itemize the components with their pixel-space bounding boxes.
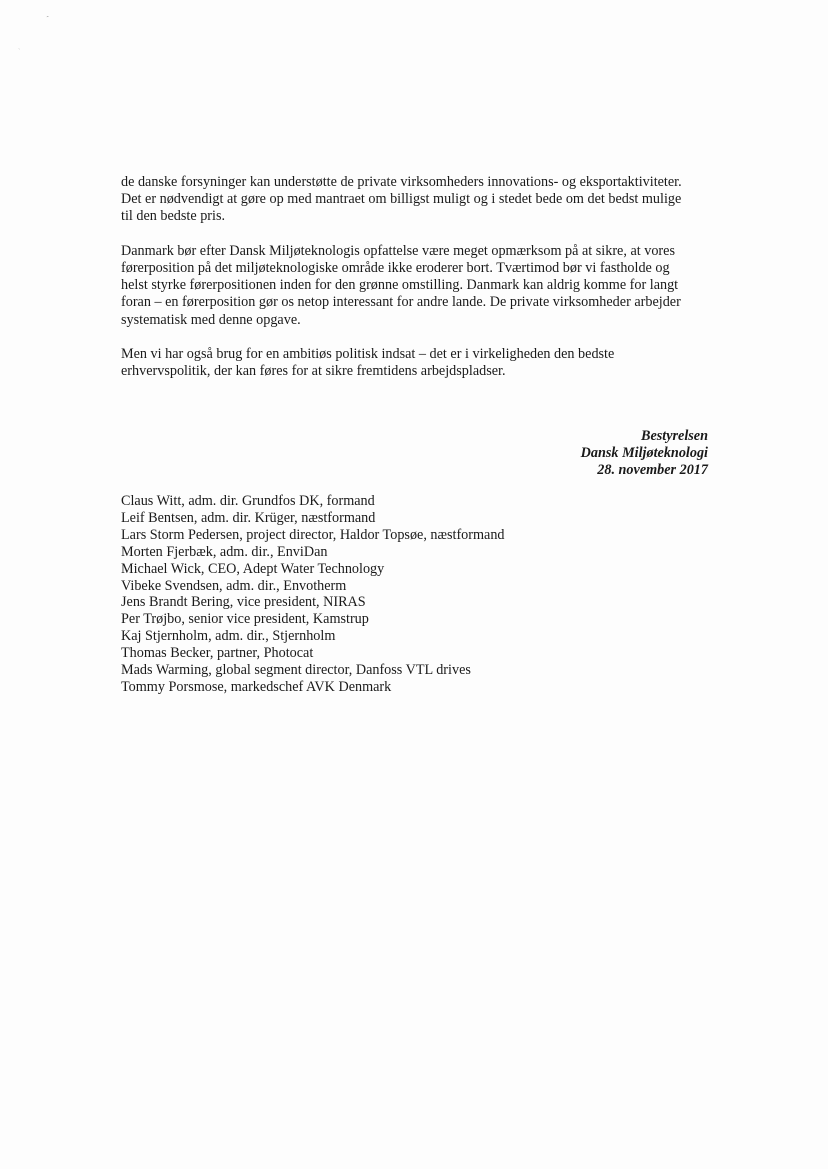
list-item: Tommy Porsmose, markedschef AVK Denmark — [121, 678, 392, 695]
list-item: Claus Witt, adm. dir. Grundfos DK, formand — [121, 493, 375, 509]
list-item: Vibeke Svendsen, adm. dir., Envotherm — [121, 577, 347, 594]
signature-organization: Dansk Miljøteknologi — [580, 445, 708, 462]
paragraph — [121, 174, 711, 226]
list-item: Leif Bentsen, adm. dir. Krüger, næstformand — [121, 509, 376, 526]
text-line: erhvervspolitik, der kan føres for at sikre fremtidens arbejdspladser. — [121, 363, 506, 380]
text-line: foran – en førerposition gør os netop interessant for andre lande. De private virksomheder arbejder — [121, 294, 681, 311]
signature-date: 28. november 2017 — [597, 462, 708, 479]
list-item: Jens Brandt Bering, vice president, NIRAS — [121, 594, 366, 611]
text-line: Det er nødvendigt at gøre op med mantraet om billigst muligt og i stedet bede om det bedst mulige — [121, 191, 682, 208]
paragraph — [121, 243, 711, 329]
list-item: Mads Warming, global segment director, Danfoss VTL drives — [121, 662, 471, 679]
text-line: til den bedste pris. — [121, 208, 226, 225]
letter-body — [121, 174, 711, 398]
list-item: Lars Storm Pedersen, project director, Haldor Topsøe, næstformand — [121, 526, 505, 543]
list-item: Thomas Becker, partner, Photocat — [121, 645, 314, 662]
paragraph — [121, 346, 711, 380]
signature-block — [581, 428, 708, 480]
list-item: Morten Fjerbæk, adm. dir., EnviDan — [121, 543, 328, 560]
list-item: Michael Wick, CEO, Adept Water Technology — [121, 560, 385, 577]
text-line: de danske forsyninger kan understøtte de private virksomheders innovations- og eksportaktiviteter. — [121, 174, 682, 190]
list-item: Per Trøjbo, senior vice president, Kamstrup — [121, 611, 369, 628]
text-line: Danmark bør efter Dansk Miljøteknologis opfattelse være meget opmærksom på at sikre, at vores — [121, 242, 675, 259]
list-item: Kaj Stjernholm, adm. dir., Stjernholm — [121, 628, 336, 645]
text-line: førerposition på det miljøteknologiske område ikke eroderer bort. Tværtimod bør vi fastholde og — [121, 260, 670, 276]
board-members-list — [121, 493, 505, 696]
text-line: Men vi har også brug for en ambitiøs politisk indsat – det er i virkeligheden den bedste — [121, 346, 615, 362]
scan-mark: ˏ — [18, 42, 21, 50]
signature-board: Bestyrelsen — [641, 428, 708, 444]
text-line: systematisk med denne opgave. — [121, 311, 301, 328]
scan-mark: ˊ — [43, 13, 50, 25]
text-line: helst styrke førerpositionen inden for den grønne omstilling. Danmark kan aldrig komme for langt — [121, 277, 679, 294]
